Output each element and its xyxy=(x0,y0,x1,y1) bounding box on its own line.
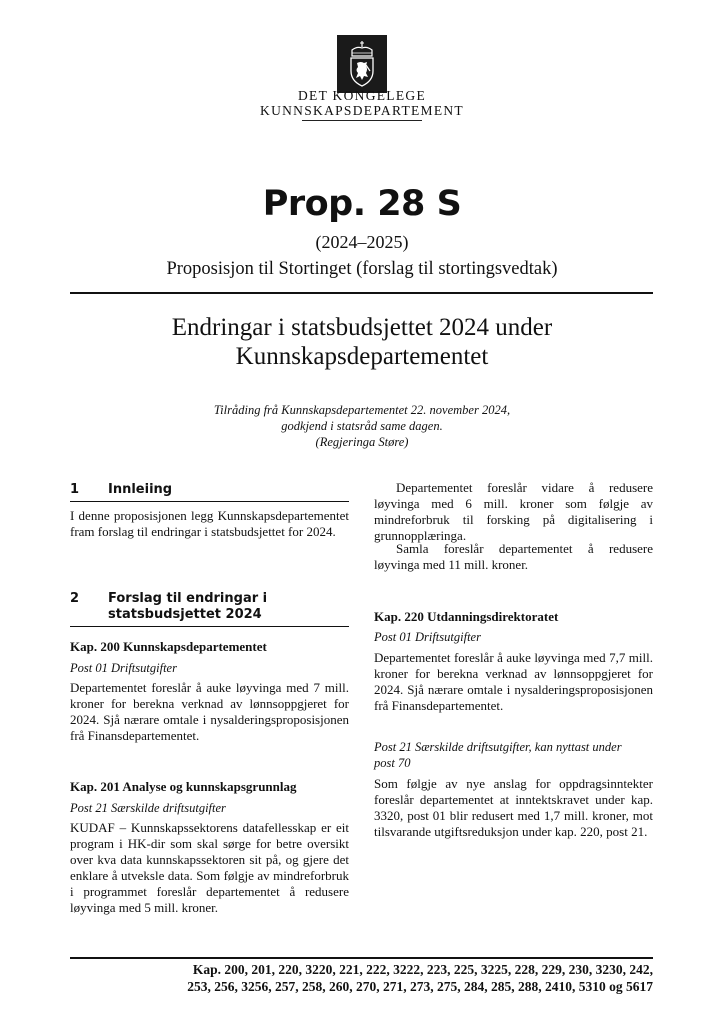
post-heading: Post 01 Driftsutgifter xyxy=(374,630,481,644)
recommendation-note xyxy=(0,402,724,450)
chapter-body: Som følgje av nye anslag for oppdragsinntekter foreslår departementet at inntektskravet under kap. 3320, post 01 blir redusert med 1,7 mill. kroner, mot tilsvarande utgiftsreduksjon under kap. 220, post 21. xyxy=(374,776,653,839)
post-heading-line1: Post 21 Særskilde driftsutgifter, kan nyttast under xyxy=(374,740,622,754)
post-heading xyxy=(374,739,653,771)
chapter-body: Departementet foreslår å auke løyvinga med 7 mill. kroner for berekna verknad av lønnsoppgjeret for 2024. Sjå nærare omtale i nysalderingsproposisjonen frå Finansdepartementet. xyxy=(70,680,349,743)
post-heading: Post 01 Driftsutgifter xyxy=(70,661,177,675)
post-heading: Post 21 Særskilde driftsutgifter xyxy=(70,801,226,815)
section-title-line1: Forslag til endringar i xyxy=(108,591,268,606)
department-name-line2: KUNNSKAPSDEPARTEMENT xyxy=(260,103,464,118)
section-2-rule xyxy=(70,626,349,627)
document-title-line2: Kunnskapsdepartementet xyxy=(235,343,489,370)
document-title-line1: Endringar i statsbudsjettet 2024 under xyxy=(171,314,553,341)
section-title xyxy=(108,591,348,623)
recommendation-line2: godkjend i statsråd same dagen. xyxy=(281,419,443,433)
header-divider xyxy=(70,292,653,294)
section-number: 1 xyxy=(70,482,80,497)
department-name-line1: DET KONGELEGE xyxy=(297,88,426,103)
chapter-body-continued: Departementet foreslår vidare å redusere løyvinga med 6 mill. kroner som følgje av mindreforbruk til forsking på digitalisering i grunnopplæringa. xyxy=(374,480,653,543)
section-1-rule xyxy=(70,501,349,502)
chapter-heading: Kap. 201 Analyse og kunnskapsgrunnlag xyxy=(70,779,297,794)
chapter-body-summary: Samla foreslår departementet å redusere løyvinga med 11 mill. kroner. xyxy=(374,541,653,572)
section-2-heading xyxy=(70,591,349,625)
section-1-body: I denne proposisjonen legg Kunnskapsdepartementet fram forslag til endringar i statsbudsjettet for 2024. xyxy=(70,508,349,539)
royal-coat-of-arms-icon xyxy=(337,35,387,93)
chapter-body: KUDAF – Kunnskapssektorens datafellesskap er eit program i HK-dir som skal sørge for betre oversikt over kva data kunnskapssektoren sit på, og gjere det enklare å utveksle data. Som følgje av mindreforbruk i programmet foreslår departementet å redusere løyvinga med 5 mill. kroner. xyxy=(70,820,349,915)
proposition-number: Prop. 28 S xyxy=(262,184,462,224)
chapter-body: Departementet foreslår å auke løyvinga med 7,7 mill. kroner for berekna verknad av lønnsoppgjeret for 2024. Sjå nærare omtale i nysalderingsproposisjonen frå Finansdepartementet. xyxy=(374,650,653,713)
chapter-heading: Kap. 220 Utdanningsdirektoratet xyxy=(374,609,559,624)
footer-divider xyxy=(70,957,653,959)
dept-bottom-rule xyxy=(302,120,422,121)
footer-chapter-line1: Kap. 200, 201, 220, 3220, 221, 222, 3222, 223, 225, 3225, 228, 229, 230, 3230, 242, xyxy=(192,962,653,977)
section-title-line2: statsbudsjettet 2024 xyxy=(108,607,262,622)
footer-chapter-line2: 253, 256, 3256, 257, 258, 260, 270, 271, 273, 275, 284, 285, 288, 2410, 5310 og 5617 xyxy=(187,979,653,994)
proposition-type: Proposisjon til Stortinget (forslag til stortingsvedtak) xyxy=(166,259,558,279)
footer-chapter-list xyxy=(70,961,653,995)
section-number: 2 xyxy=(70,591,80,606)
section-title: Innleiing xyxy=(108,482,173,497)
document-title xyxy=(0,313,724,371)
recommendation-line3: (Regjeringa Støre) xyxy=(315,435,409,449)
chapter-heading: Kap. 200 Kunnskapsdepartementet xyxy=(70,639,267,654)
post-heading-line2: post 70 xyxy=(374,756,411,770)
recommendation-line1: Tilråding frå Kunnskapsdepartementet 22. november 2024, xyxy=(213,403,511,417)
proposition-session: (2024–2025) xyxy=(315,232,409,252)
